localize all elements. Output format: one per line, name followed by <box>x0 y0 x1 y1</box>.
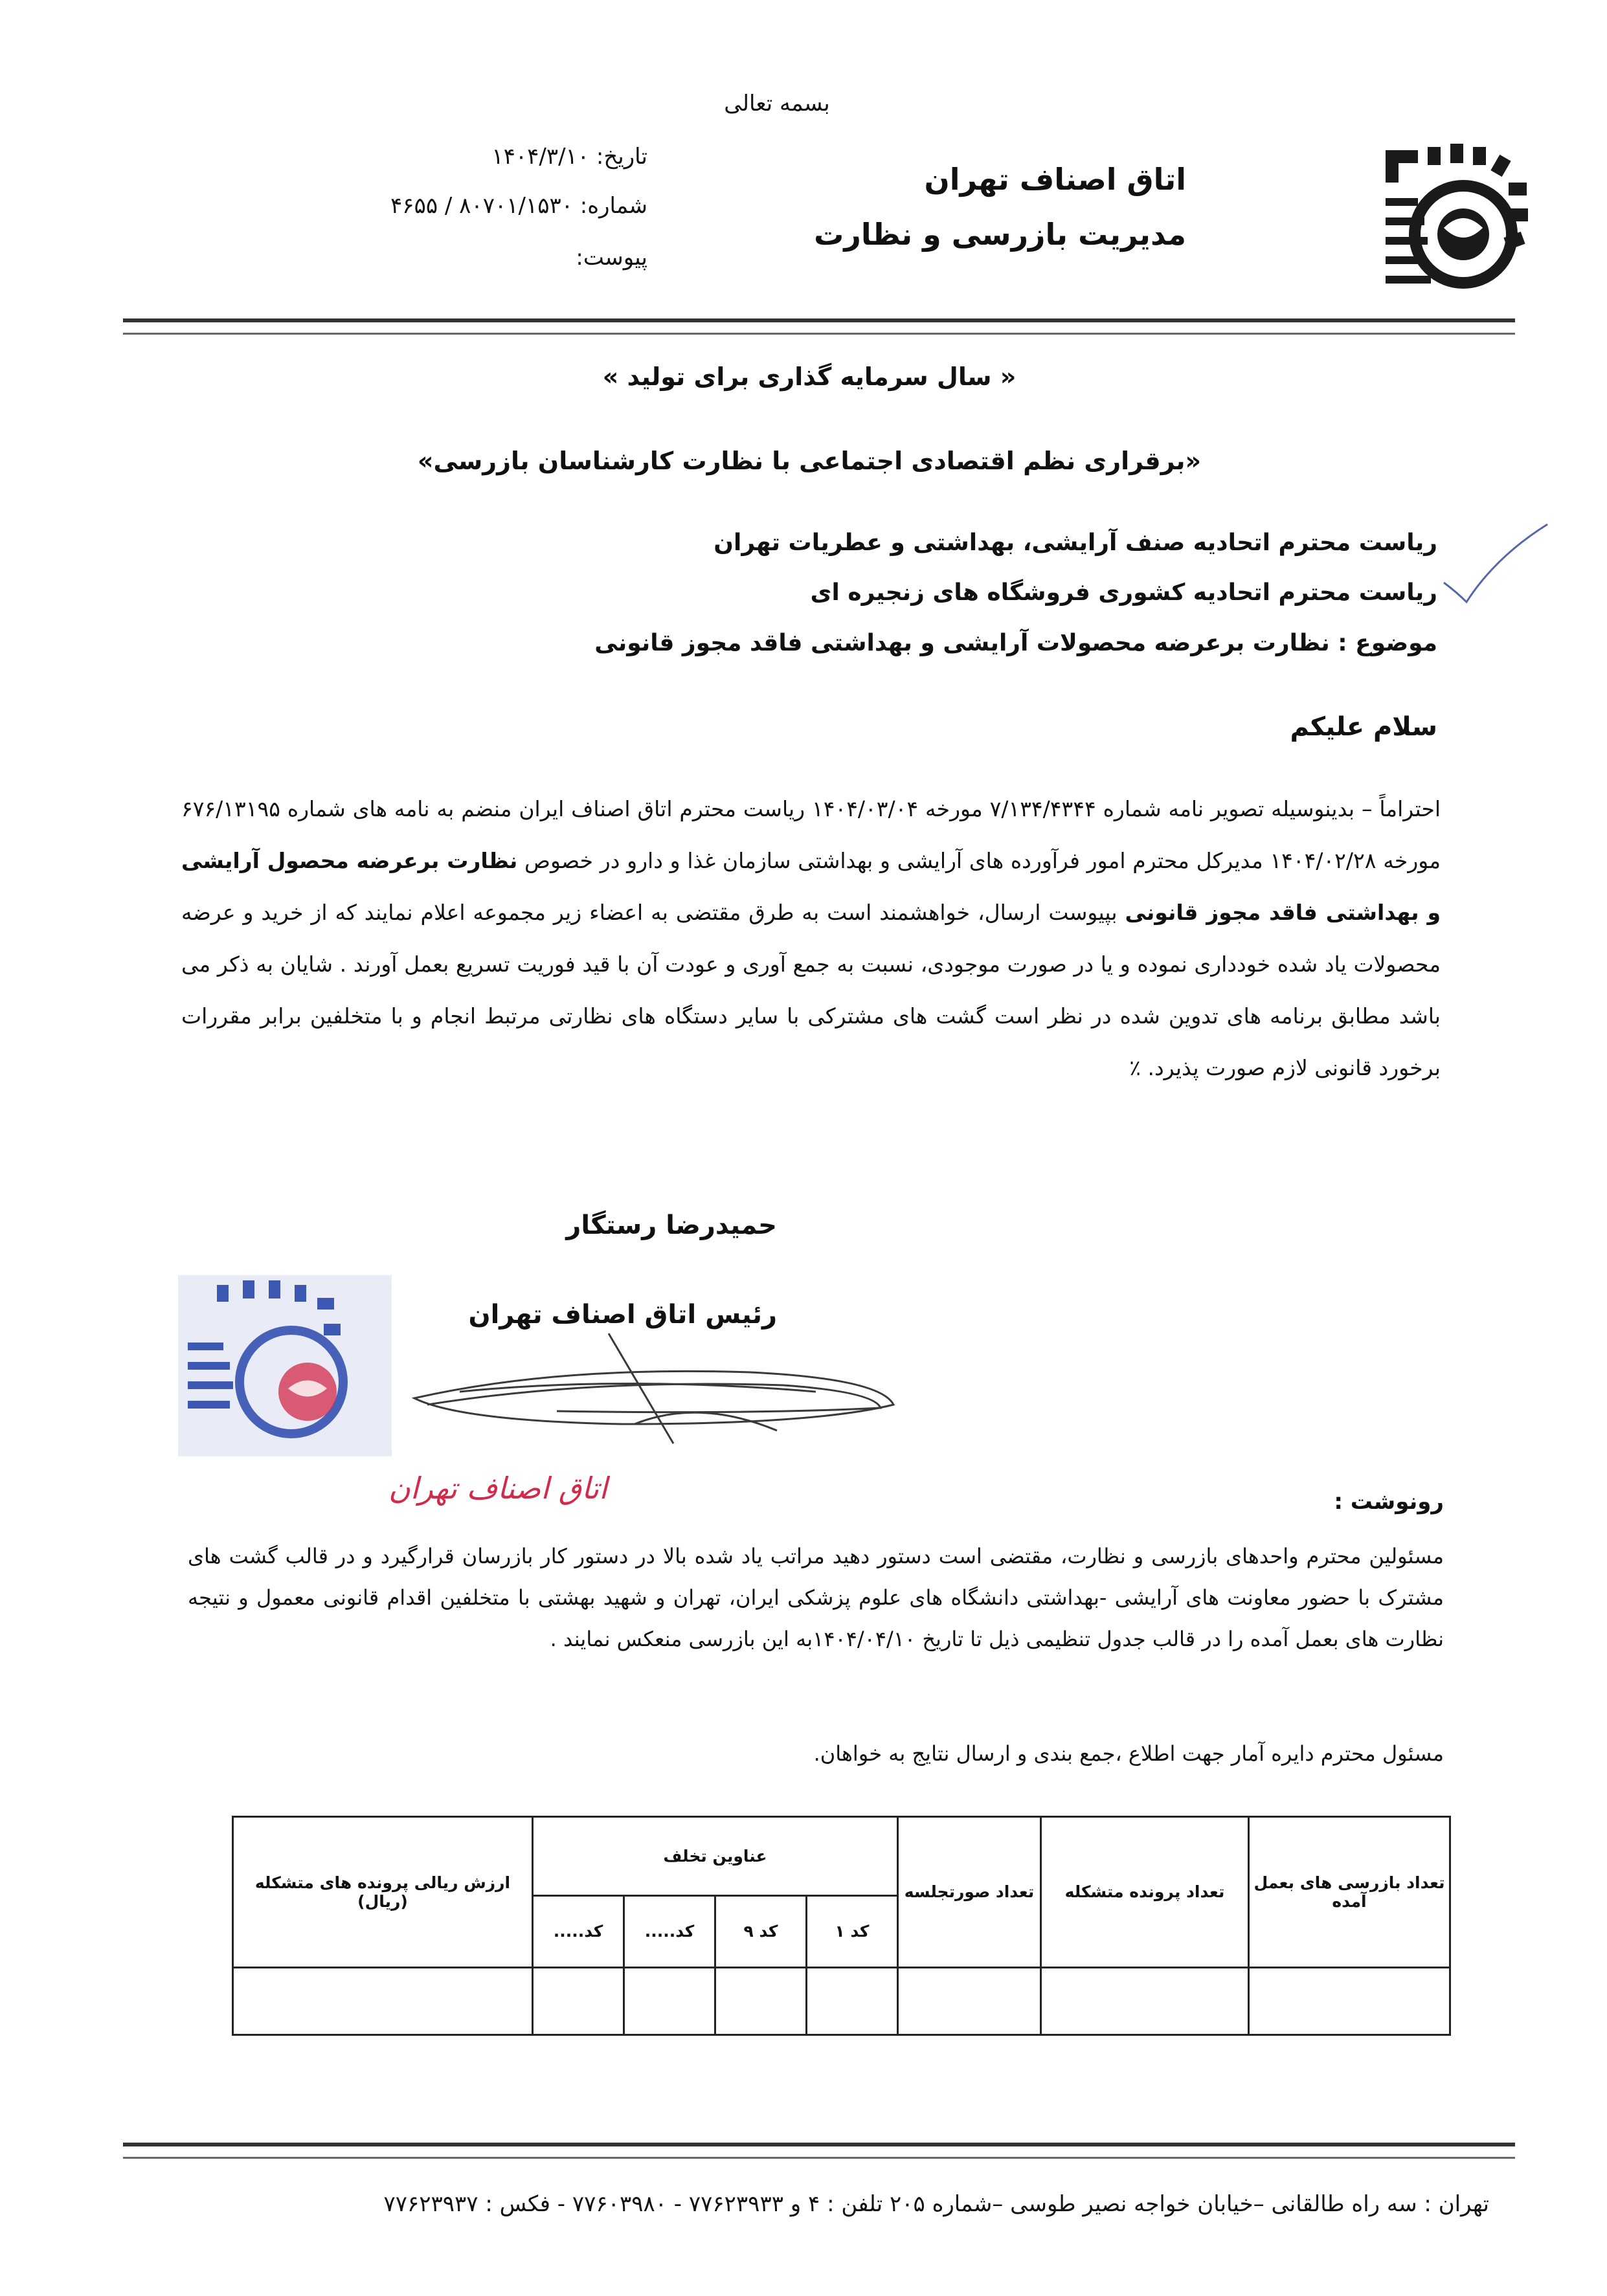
table-cell <box>715 1967 807 2034</box>
footer-divider <box>123 2143 1515 2159</box>
table-cell <box>898 1967 1041 2034</box>
checkmark-icon <box>1437 518 1554 608</box>
header-minutes: تعداد صورتجلسه <box>898 1817 1041 1968</box>
cc-stats: مسئول محترم دایره آمار جهت اطلاع ،جمع بندی و ارسال نتایج به خواهان. <box>813 1741 1444 1766</box>
footer-address: تهران : سه راه طالقانی –خیابان خواجه نصیر طوسی –شماره ۲۰۵ تلفن : ۴ و ۷۷۶۲۳۹۳۳ - ۷۷۶۰۳۹۸۰ - فکس : ۷۷۶۲۳۹۳۷ <box>383 2191 1489 2217</box>
header-code-9: کد ۹ <box>715 1895 807 1967</box>
signer-title: رئیس اتاق اصناف تهران <box>468 1300 777 1330</box>
bismillah: بسمه تعالی <box>724 91 830 117</box>
header-violations: عناوین تخلف <box>533 1817 898 1896</box>
body-text <box>181 783 1441 1094</box>
table-row <box>233 1967 1450 2034</box>
stamp-text: اتاق اصناف تهران <box>388 1471 607 1506</box>
header-inspections: تعداد بازرسی های بعمل آمده <box>1249 1817 1450 1968</box>
header-value: ارزش ریالی پرونده های متشکله (ریال) <box>233 1817 533 1968</box>
body-part-2: بپیوست ارسال، خواهشمند است به طرق مقتضی به اعضاء زیر مجموعه اعلام نمایند که از خرید و عرضه محصولات یاد شده خودداری نموده و یا در صورت موجودی، نسبت به جمع آوری و عودت آن با قید فوریت تسریع بعمل آورند . شایان به ذکر می باشد مطابق برنامه های تدوین شده در نظر است گشت های مشترکی با سایر دستگاه های نظارتی مرتبط انجام و با متخلفین برابر مقررات برخورد قانونی لازم صورت پذیرد. ٪ <box>181 900 1441 1080</box>
subject: موضوع : نظارت برعرضه محصولات آرایشی و بهداشتی فاقد مجوز قانونی <box>594 630 1437 656</box>
headline: «برقراری نظم اقتصادی اجتماعی با نظارت کارشناسان بازرسی» <box>417 447 1202 475</box>
header-code-a: کد..... <box>624 1895 715 1967</box>
number-label: شماره: <box>579 193 647 219</box>
recipient-2: ریاست محترم اتحادیه کشوری فروشگاه های زنجیره ای <box>810 579 1437 606</box>
body-part-1: احتراماً – بدینوسیله تصویر نامه شماره ۷/۱۳۴/۴۳۴۴ مورخه ۱۴۰۴/۰۳/۰۴ ریاست محترم اتاق اصناف ایران منضم به نامه های شماره ۶۷۶/۱۳۱۹۵ مورخه ۱۴۰۴/۰۲/۲۸ مدیرکل محترم امور فرآورده های آرایشی و بهداشتی سازمان غذا و دارو در خصوص <box>181 796 1441 873</box>
signer-name: حمیدرضا رستگار <box>566 1210 777 1240</box>
header-code-1: کد ۱ <box>807 1895 898 1967</box>
table-cell <box>233 1967 533 2034</box>
signature-mark <box>363 1295 945 1508</box>
year-slogan: « سال سرمایه گذاری برای تولید » <box>602 362 1017 391</box>
cc-heading: رونوشت : <box>1334 1489 1444 1515</box>
header-code-b: کد..... <box>533 1895 624 1967</box>
table-cell <box>533 1967 624 2034</box>
header-divider <box>123 318 1515 335</box>
gear-logo-icon <box>1373 137 1534 299</box>
org-name: اتاق اصناف تهران <box>924 162 1186 197</box>
report-table <box>232 1816 1451 2036</box>
table-cell <box>624 1967 715 2034</box>
number-value: ۸۰۷۰۱/۱۵۳۰ / ۴۶۵۵ <box>390 193 573 219</box>
table-cell <box>1041 1967 1249 2034</box>
letter-attachment <box>207 245 647 271</box>
recipient-1: ریاست محترم اتحادیه صنف آرایشی، بهداشتی و عطریات تهران <box>714 529 1437 556</box>
table-cell <box>807 1967 898 2034</box>
stamp-seal <box>178 1275 607 1521</box>
table-cell <box>1249 1967 1450 2034</box>
attachment-label: پیوست: <box>576 245 647 271</box>
date-label: تاریخ: <box>596 144 647 170</box>
body-bold: نظارت برعرضه محصول آرایشی و بهداشتی فاقد مجوز قانونی <box>181 848 1441 925</box>
date-value: ۱۴۰۴/۳/۱۰ <box>491 144 590 170</box>
header-files: تعداد پرونده متشکله <box>1041 1817 1249 1968</box>
letter-date <box>207 144 647 170</box>
letter-number <box>207 193 647 219</box>
greeting: سلام علیکم <box>1290 712 1437 742</box>
cc-text: مسئولین محترم واحدهای بازرسی و نظارت، مقتضی است دستور دهید مراتب یاد شده بالا در دستور کار بازرسان قرارگیرد و در قالب گشت های مشترک با حضور معاونت های آرایشی -بهداشتی دانشگاه های علوم پزشکی ایران، تهران و شهید بهشتی با متخلفین اقدام قانونی معمول و نتیجه نظارت های بعمل آمده را در قالب جدول تنظیمی ذیل تا تاریخ ۱۴۰۴/۰۴/۱۰به این بازرسی منعکس نمایند . <box>188 1544 1444 1651</box>
org-department: مدیریت بازرسی و نظارت <box>814 217 1186 252</box>
